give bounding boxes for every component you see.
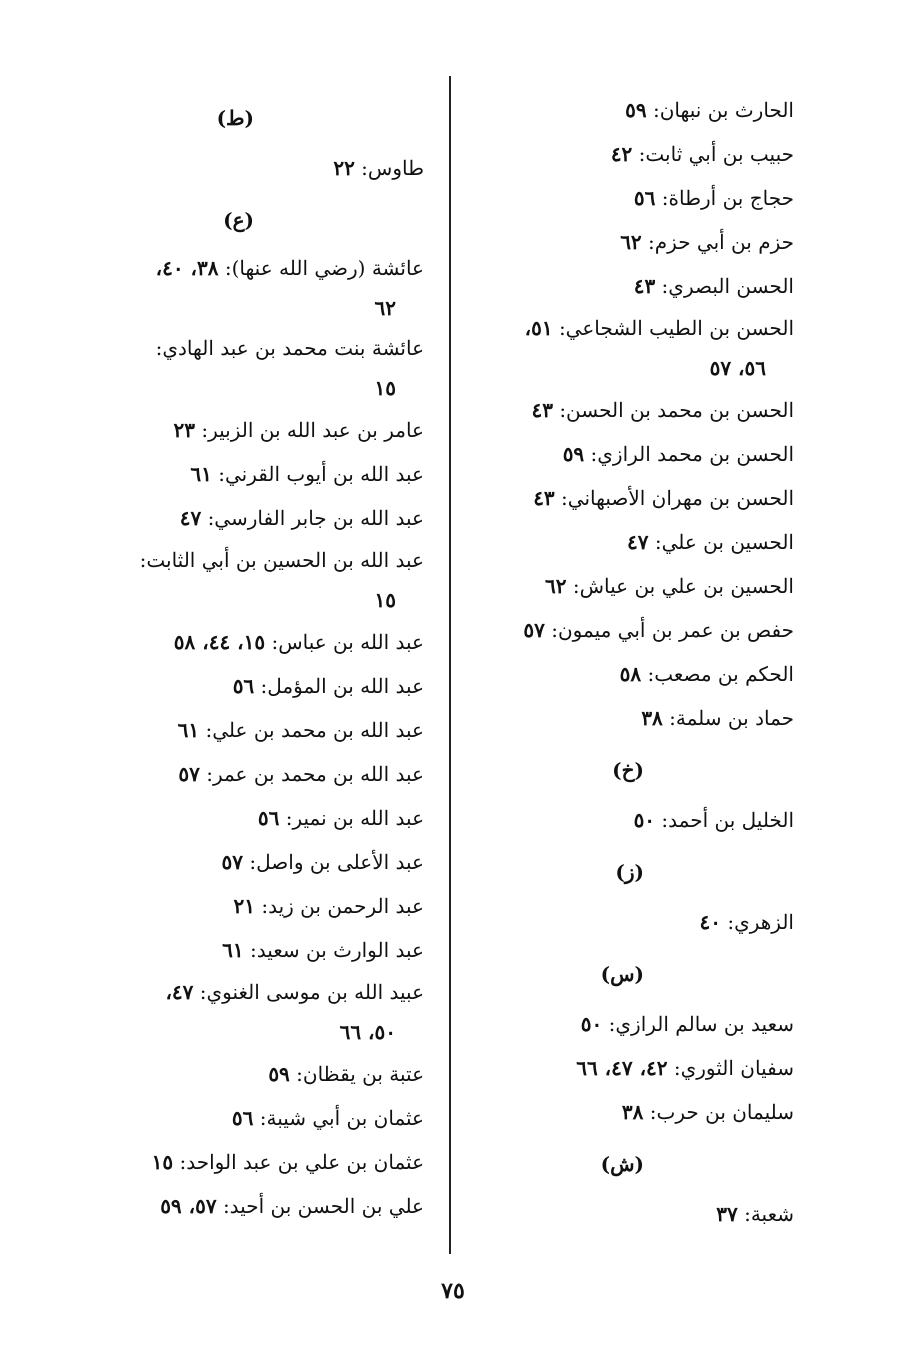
index-entry (454, 1192, 794, 1236)
index-entry (454, 900, 794, 944)
entry-page-numbers: ٤٣ (633, 274, 656, 298)
entry-name: عبد الوارث بن سعيد: (249, 938, 424, 962)
entry-name: عائشة بنت محمد بن عبد الهادي: (155, 336, 424, 360)
entry-page-numbers-continued: ٥٠، ٦٦ (339, 1020, 396, 1044)
index-column-right (454, 88, 794, 1236)
index-entry (454, 264, 794, 308)
index-entry (104, 328, 424, 408)
entry-name: عبد الله بن محمد بن عمر: (206, 762, 424, 786)
entry-name: عثمان بن أبي شيبة: (259, 1106, 424, 1130)
entry-page-numbers: ٦١ (190, 462, 212, 486)
entry-name: عبد الله بن عباس: (271, 630, 424, 654)
index-entry (104, 620, 424, 664)
entry-name: عبد الله بن الحسين بن أبي الثابت: (139, 548, 424, 572)
entry-page-numbers: ٤٣ (533, 486, 555, 510)
index-entry (104, 146, 424, 190)
entry-name: عبد الله بن نمير: (285, 806, 424, 830)
entry-name: الزهري: (727, 910, 794, 934)
entry-name: عبد الرحمن بن زيد: (261, 894, 424, 918)
index-entry (454, 1002, 794, 1046)
index-entry (454, 476, 794, 520)
index-entry (454, 696, 794, 740)
section-letter-heading: (ط) (216, 106, 254, 130)
entry-page-numbers: ٥٦ (257, 806, 280, 830)
entry-name: سعيد بن سالم الرازي: (608, 1012, 794, 1036)
index-entry (104, 1096, 424, 1140)
entry-page-numbers: ٤٢، ٤٧، ٦٦ (576, 1056, 668, 1080)
entry-page-numbers: ٦١ (222, 938, 244, 962)
entry-page-numbers: ١٥، ٤٤، ٥٨ (173, 630, 266, 654)
entry-name: الحسن البصري: (661, 274, 794, 298)
entry-page-numbers: ٤٠ (699, 910, 721, 934)
index-entry (454, 1090, 794, 1134)
entry-name: الحارث بن نبهان: (653, 98, 794, 122)
entry-name: حفص بن عمر بن أبي ميمون: (551, 618, 794, 642)
entry-page-numbers: ٦١ (177, 718, 200, 742)
entry-page-numbers-continued: ٦٢ (374, 296, 396, 320)
entry-page-numbers-continued: ١٥ (374, 376, 396, 400)
entry-page-numbers: ٥٠ (580, 1012, 603, 1036)
index-entry (104, 452, 424, 496)
entry-name: سفيان الثوري: (673, 1056, 794, 1080)
entry-page-numbers: ١٥ (151, 1150, 174, 1174)
index-entry (454, 564, 794, 608)
section-letter-heading: (ز) (615, 860, 644, 884)
index-entry (104, 708, 424, 752)
entry-name: الحسن بن محمد بن الحسن: (559, 398, 794, 422)
entry-name: عثمان بن علي بن عبد الواحد: (179, 1150, 424, 1174)
entry-page-numbers: ٥٧ (178, 762, 200, 786)
index-entry (454, 388, 794, 432)
entry-page-numbers: ٣٧ (716, 1202, 738, 1226)
index-column-left (104, 88, 424, 1228)
entry-name: الحسين بن علي بن عياش: (572, 574, 794, 598)
index-entry (104, 840, 424, 884)
index-entry (454, 88, 794, 132)
index-entry (104, 884, 424, 928)
entry-page-numbers: ٥٧ (523, 618, 545, 642)
index-entry (104, 664, 424, 708)
entry-page-numbers: ٢٢ (333, 156, 355, 180)
entry-name: الحسن بن محمد الرازي: (590, 442, 794, 466)
index-entry (454, 520, 794, 564)
entry-name: حبيب بن أبي ثابت: (638, 142, 794, 166)
entry-page-numbers: ٤٧ (179, 506, 202, 530)
index-entry (104, 496, 424, 540)
entry-page-numbers-continued: ٥٦، ٥٧ (709, 356, 766, 380)
entry-name: الحكم بن مصعب: (647, 662, 794, 686)
index-entry (104, 796, 424, 840)
entry-page-numbers: ٥٧ (221, 850, 244, 874)
entry-page-numbers: ٦٢ (545, 574, 567, 598)
entry-page-numbers: ٤٧ (627, 530, 649, 554)
entry-page-numbers: ٥١، (524, 316, 553, 340)
entry-name: طاوس: (361, 156, 424, 180)
entry-page-numbers: ٤٣ (531, 398, 553, 422)
entry-page-numbers: ٥٦ (633, 186, 656, 210)
entry-page-numbers: ٤٢ (610, 142, 633, 166)
entry-name: حزم بن أبي حزم: (648, 230, 794, 254)
index-entry (454, 132, 794, 176)
entry-page-numbers: ٣٨ (621, 1100, 644, 1124)
entry-name: عبيد الله بن موسى الغنوي: (199, 980, 424, 1004)
entry-page-numbers: ٥٠ (633, 808, 656, 832)
entry-name: الحسن بن مهران الأصبهاني: (561, 486, 794, 510)
index-entry (104, 752, 424, 796)
entry-page-numbers: ٢٣ (173, 418, 195, 442)
entry-name: علي بن الحسن بن أحيد: (222, 1194, 424, 1218)
entry-page-numbers-continued: ١٥ (374, 588, 396, 612)
index-entry (454, 432, 794, 476)
entry-page-numbers: ٥٦ (232, 674, 255, 698)
entry-name: عائشة (رضي الله عنها): (224, 256, 424, 280)
entry-name: الخليل بن أحمد: (661, 808, 794, 832)
entry-name: عبد الله بن المؤمل: (260, 674, 424, 698)
index-entry (454, 652, 794, 696)
entry-name: حماد بن سلمة: (669, 706, 794, 730)
index-entry (104, 1184, 424, 1228)
entry-page-numbers: ٥٨ (619, 662, 642, 686)
entry-page-numbers: ٤٧، (165, 980, 194, 1004)
entry-page-numbers: ٥٦ (231, 1106, 254, 1130)
section-letter-heading: (س) (600, 962, 644, 986)
entry-name: الحسين بن علي: (654, 530, 794, 554)
entry-name: الحسن بن الطيب الشجاعي: (558, 316, 794, 340)
index-entry (104, 408, 424, 452)
entry-name: عبد الله بن محمد بن علي: (205, 718, 424, 742)
entry-name: حجاج بن أرطاة: (661, 186, 794, 210)
entry-page-numbers: ٦٢ (620, 230, 642, 254)
entry-page-numbers: ٥٩ (625, 98, 647, 122)
entry-page-numbers: ٢١ (233, 894, 255, 918)
column-divider (449, 76, 451, 1254)
entry-page-numbers: ٥٩ (562, 442, 585, 466)
index-entry (104, 1140, 424, 1184)
entry-name: عبد الله بن أيوب القرني: (218, 462, 424, 486)
index-entry (104, 1052, 424, 1096)
index-entry (454, 798, 794, 842)
index-entry (104, 972, 424, 1052)
entry-name: عتبة بن يقظان: (296, 1062, 424, 1086)
entry-page-numbers: ٥٧، ٥٩ (160, 1194, 217, 1218)
entry-page-numbers: ٥٩ (268, 1062, 290, 1086)
index-entry (454, 1046, 794, 1090)
entry-page-numbers: ٣٨ (641, 706, 663, 730)
entry-name: عبد الله بن جابر الفارسي: (207, 506, 424, 530)
entry-page-numbers: ٣٨، ٤٠، (155, 256, 219, 280)
index-entry (454, 308, 794, 388)
entry-name: عامر بن عبد الله بن الزبير: (201, 418, 424, 442)
index-entry (454, 608, 794, 652)
index-entry (104, 540, 424, 620)
index-entry (454, 176, 794, 220)
section-letter-heading: (ع) (223, 208, 254, 232)
entry-name: سليمان بن حرب: (649, 1100, 794, 1124)
entry-name: عبد الأعلى بن واصل: (249, 850, 424, 874)
entry-name: شعبة: (744, 1202, 794, 1226)
section-letter-heading: (خ) (612, 758, 644, 782)
section-letter-heading: (ش) (600, 1152, 644, 1176)
page-number: ٧٥ (441, 1278, 465, 1304)
index-entry (104, 928, 424, 972)
index-entry (104, 248, 424, 328)
index-entry (454, 220, 794, 264)
